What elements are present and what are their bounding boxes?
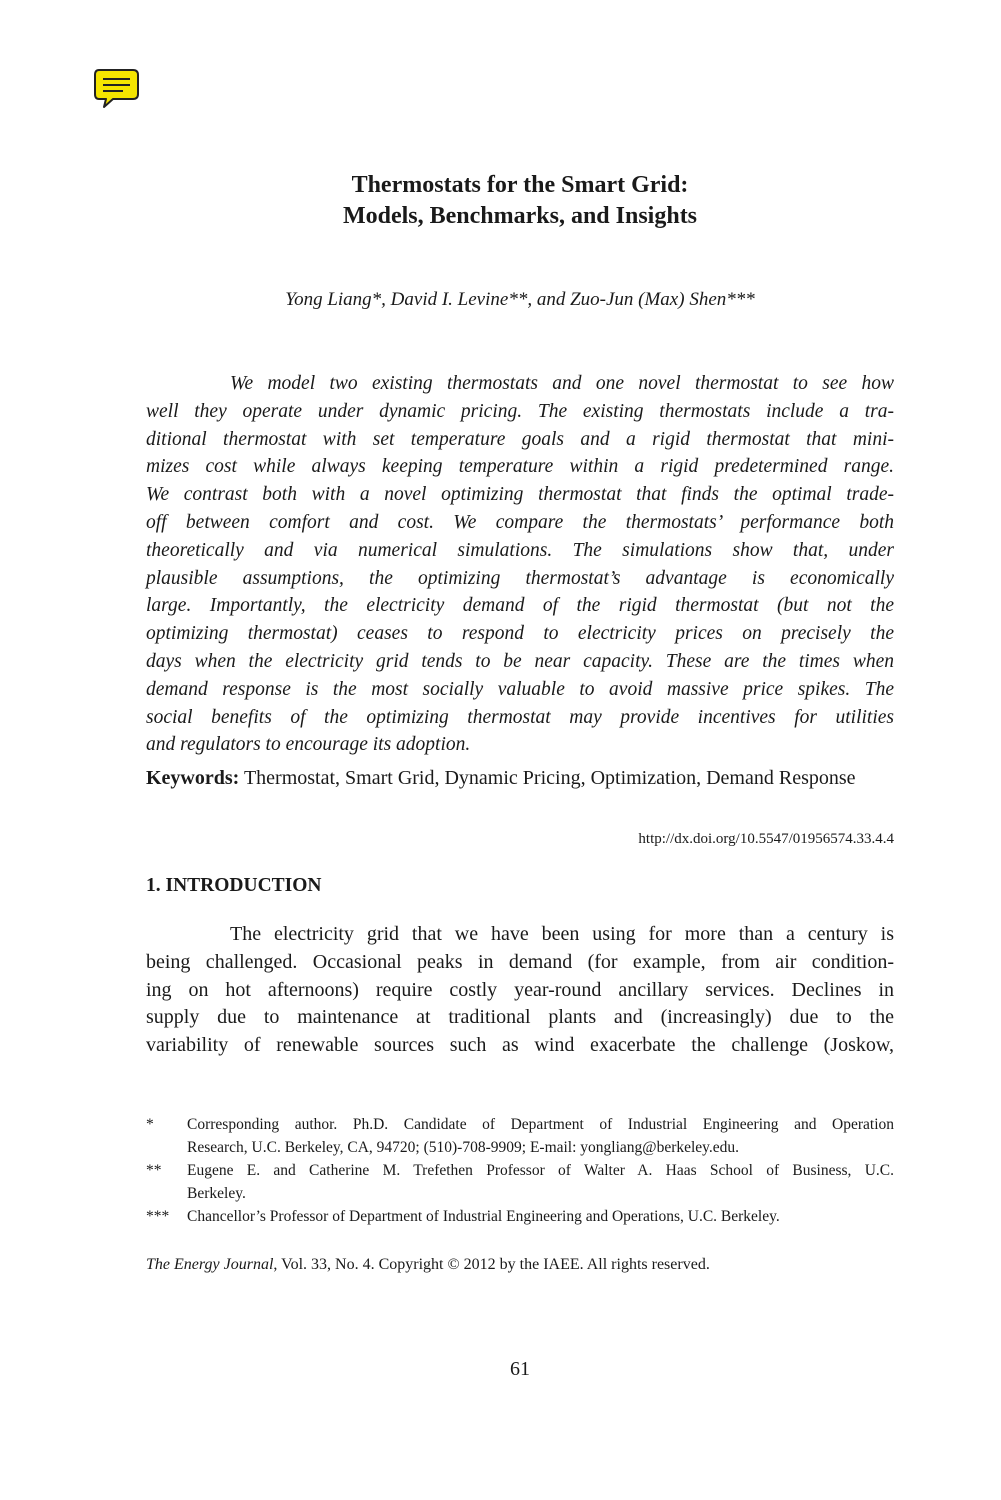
abstract-line: large. Importantly, the electricity demand of the rigid thermostat (but not the — [146, 595, 894, 617]
paper-title-line-2: Models, Benchmarks, and Insights — [342, 203, 698, 229]
keywords — [146, 764, 894, 792]
abstract — [146, 370, 894, 759]
body-line: The electricity grid that we have been using for more than a century is — [230, 923, 894, 945]
comment-note-icon[interactable] — [93, 67, 141, 109]
abstract-line: We contrast both with a novel optimizing thermostat that finds the optimal trade- — [146, 484, 894, 506]
author-list: Yong Liang*, David I. Levine**, and Zuo-Jun (Max) Shen*** — [285, 289, 755, 310]
footnote — [146, 1159, 894, 1205]
abstract-line: well they operate under dynamic pricing. The existing thermostats include a tra- — [146, 400, 894, 422]
keywords-text: Thermostat, Smart Grid, Dynamic Pricing, Optimization, Demand Response — [239, 767, 856, 789]
footnote-line: Chancellor’s Professor of Department of Industrial Engineering and Operations, U.C. Berkeley. — [187, 1208, 780, 1225]
section-body — [146, 921, 894, 1060]
body-line: supply due to maintenance at traditional plants and (increasingly) due to the — [146, 1006, 894, 1029]
paper-title-line-1: Thermostats for the Smart Grid: — [351, 172, 689, 198]
footnote — [146, 1113, 894, 1159]
abstract-line: off between comfort and cost. We compare the thermostats’ performance both — [146, 511, 894, 533]
footnote-line: Corresponding author. Ph.D. Candidate of Department of Industrial Engineering and Operation — [187, 1116, 894, 1133]
doi-link[interactable]: http://dx.doi.org/10.5547/01956574.33.4.4 — [638, 831, 894, 847]
footnote-mark: * — [146, 1116, 154, 1133]
footnote-mark: *** — [146, 1208, 170, 1225]
page-number: 61 — [510, 1358, 530, 1380]
body-line: ing on hot afternoons) require costly year-round ancillary services. Declines in — [146, 978, 894, 1001]
footnote-line: Berkeley. — [187, 1185, 246, 1202]
journal-details: , Vol. 33, No. 4. Copyright © 2012 by the IAEE. All rights reserved. — [273, 1256, 710, 1273]
abstract-line: We model two existing thermostats and one novel thermostat to see how — [230, 373, 894, 394]
body-line: variability of renewable sources such as wind exacerbate the challenge (Joskow, — [146, 1034, 894, 1057]
journal-citation — [146, 1254, 710, 1276]
section-heading: 1. INTRODUCTION — [146, 875, 322, 896]
abstract-line: and regulators to encourage its adoption. — [146, 734, 471, 756]
footnote-mark: ** — [146, 1162, 162, 1179]
footnote-line: Research, U.C. Berkeley, CA, 94720; (510)-708-9909; E-mail: yongliang@berkeley.edu. — [187, 1139, 740, 1156]
abstract-line: mizes cost while always keeping temperature within a rigid predetermined range. — [146, 456, 894, 478]
abstract-line: theoretically and via numerical simulations. The simulations show that, under — [146, 539, 894, 561]
keywords-label: Keywords: — [146, 767, 240, 789]
abstract-line: optimizing thermostat) ceases to respond to electricity prices on precisely the — [146, 623, 894, 645]
body-line: being challenged. Occasional peaks in demand (for example, from air condition- — [146, 950, 894, 973]
footnote — [146, 1205, 894, 1228]
abstract-line: demand response is the most socially valuable to avoid massive price spikes. The — [146, 678, 894, 700]
journal-name: The Energy Journal — [146, 1256, 274, 1273]
abstract-line: days when the electricity grid tends to be near capacity. These are the times when — [146, 650, 894, 672]
abstract-line: plausible assumptions, the optimizing thermostat’s advantage is economically — [146, 567, 894, 589]
footnotes — [146, 1113, 894, 1228]
abstract-line: social benefits of the optimizing thermostat may provide incentives for utilities — [146, 706, 894, 728]
footnote-line: Eugene E. and Catherine M. Trefethen Professor of Walter A. Haas School of Business, U.C. — [187, 1162, 894, 1179]
abstract-line: ditional thermostat with set temperature goals and a rigid thermostat that mini- — [146, 428, 894, 450]
